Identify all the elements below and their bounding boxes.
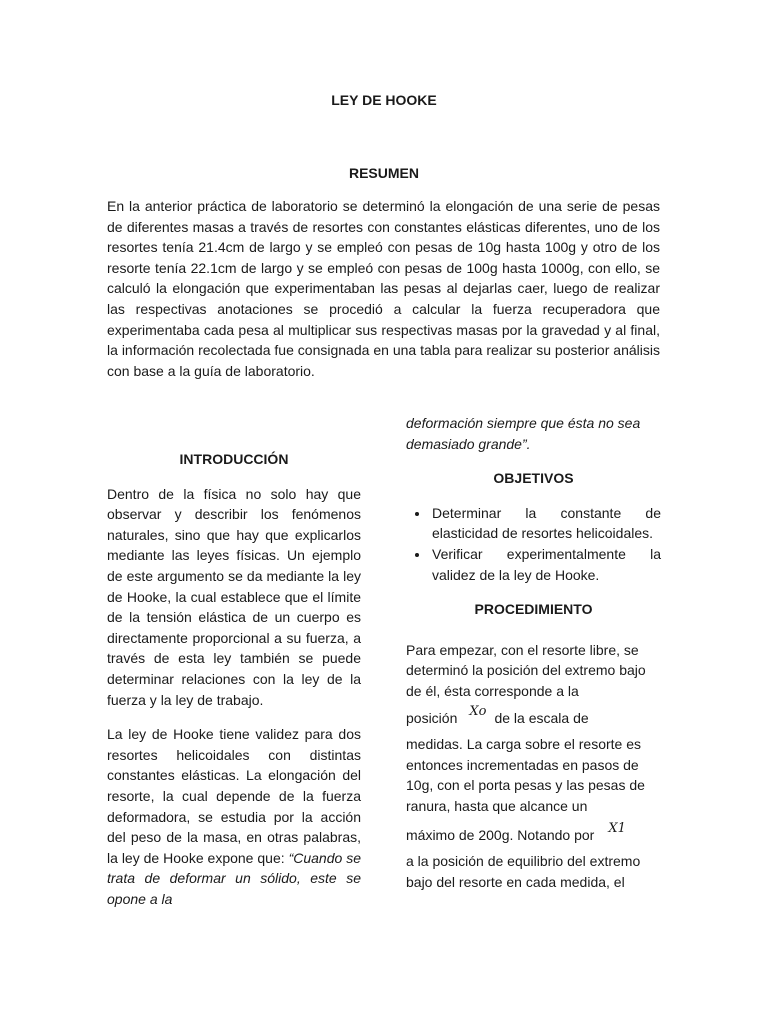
objetivo-item: • Verificar experimentalmente la validez de la ley de Hooke. (430, 544, 661, 585)
objetivos-heading: OBJETIVOS (493, 470, 574, 487)
procedimiento-line-1: Para empezar, con el resorte libre, se determinó la posición del extremo bajo de él, ésta corresponde a la (406, 641, 646, 699)
hooke-quote-end-text: deformación siempre que ésta no sea demasiado grande”. (406, 415, 641, 452)
procedimiento-posicion-line (406, 703, 661, 731)
procedimiento-maximo-line (406, 820, 661, 848)
resumen-body: En la anterior práctica de laboratorio se determinó la elongación de una serie de pesas de diferentes masas a través de resortes con constantes elásticas diferentes, uno de los resortes tenía 21.4cm de largo y se empleó con pesas de 10g hasta 100g y otro de los resorte tenía 22.1cm de largo y se empleó con pesas de 100g hasta 1000g, con ello, se calculó la elongación que experimentaban las pesas al dejarlas caer, luego de realizar las respectivas anotaciones se procedió a calcular la fuerza recuperadora que experimentaba cada pesa al multiplicar sus respectivas masas por la gravedad y al final, la información recolectada fue consignada en una tabla para realizar su posterior análisis con base a la guía de laboratorio. (107, 198, 660, 379)
x1-symbol: X1 (608, 820, 626, 836)
objetivos-list (406, 503, 661, 585)
x0-symbol: Xo (469, 703, 487, 719)
posicion-label: posición (406, 709, 458, 726)
introduccion-paragraph-2 (107, 724, 361, 909)
procedimiento-line-3: a la posición de equilibrio del extremo bajo del resorte en cada medida, el (406, 853, 641, 890)
introduccion-paragraph-1: Dentro de la física no solo hay que observar y describir los fenómenos naturales, sino que hay que explicarlos mediante las leyes físicas. Un ejemplo de este argumento se da mediante la ley de Hooke, la cual establece que el límite de la tensión elástica de un cuerpo es directamente proporcional a su fuerza, a través de esta ley también se puede determinar relaciones con la ley de la fuerza y la ley de trabajo. (107, 485, 361, 708)
procedimiento-body (406, 640, 661, 893)
resumen-heading: RESUMEN (348, 165, 419, 181)
objetivo-item: • Determinar la constante de elasticidad de resortes helicoidales. (430, 503, 661, 544)
procedimiento-line-2: medidas. La carga sobre el resorte es entonces incrementadas en pasos de 10g, con el porta pesas y las pesas de ranura, hasta que alcance un (406, 736, 645, 814)
procedimiento-heading: PROCEDIMIENTO (474, 601, 593, 618)
right-column (406, 413, 661, 892)
maximo-text: máximo de 200g. Notando por (406, 826, 595, 843)
introduccion-paragraph-2-text: La ley de Hooke tiene validez para dos resortes helicoidales con distintas constantes elásticas. La elongación del resorte, la cual depende de la fuerza deformadora, se estudia por la acción del peso de la masa, en otras palabras, la ley de Hooke expone que: (107, 726, 361, 866)
introduccion-heading: INTRODUCCIÓN (179, 451, 289, 467)
hooke-quote-end (406, 413, 661, 454)
left-column (107, 449, 361, 909)
document-title: LEY DE HOOKE (331, 92, 437, 108)
after-x0-text: de la escala de (494, 709, 589, 726)
hooke-quote-start: “Cuando se trata de deformar un sólido, este se opone a la (107, 849, 361, 907)
